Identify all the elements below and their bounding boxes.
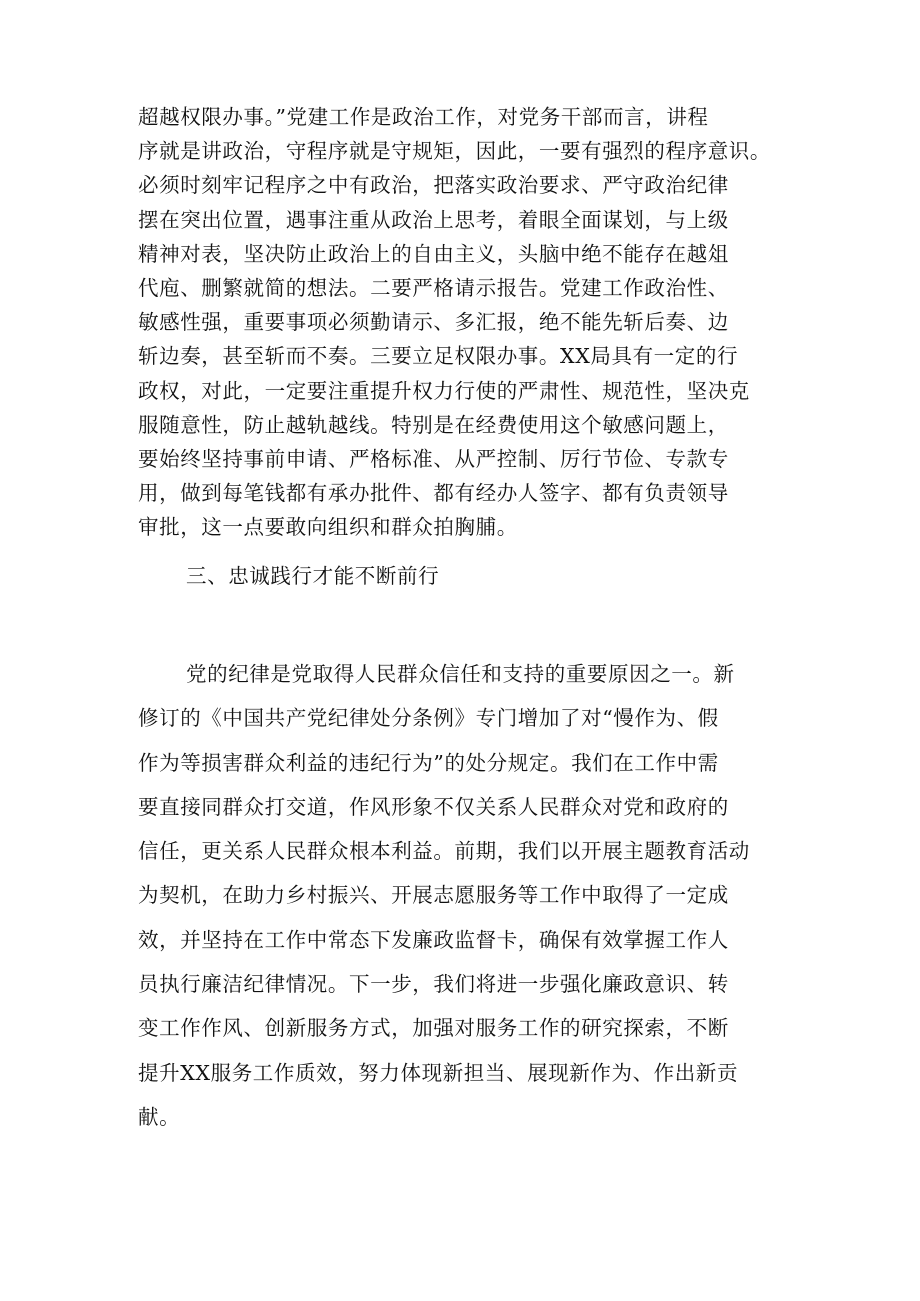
paragraph-permission-procedure	[138, 100, 771, 544]
paragraph-line: 要始终坚持事前申请、严格标准、从严控制、厉行节俭、专款专	[138, 446, 729, 471]
paragraph-line: 变工作作风、创新服务方式，加强对服务工作的研究探索，不断	[138, 1016, 729, 1041]
paragraph-line: 敏感性强，重要事项必须勤请示、多汇报，绝不能先斩后奏、边	[138, 310, 729, 335]
paragraph-line: 摆在突出位置，遇事注重从政治上思考，着眼全面谋划，与上级	[138, 207, 729, 232]
paragraph-line: 序就是讲政治，守程序就是守规矩，因此，一要有强烈的程序意识。	[138, 139, 771, 164]
paragraph-line: 要直接同群众打交道，作风形象不仅关系人民群众对党和政府的	[138, 794, 729, 819]
paragraph-line: 作为等损害群众利益的违纪行为”的处分规定。我们在工作中需	[138, 750, 719, 775]
paragraph-line: 为契机，在助力乡村振兴、开展志愿服务等工作中取得了一定成	[138, 883, 729, 908]
paragraph-line: 党的纪律是党取得人民群众信任和支持的重要原因之一。新	[186, 662, 735, 686]
paragraph-line: 超越权限办事。”党建工作是政治工作，对党务干部而言，讲程	[138, 105, 709, 129]
paragraph-line: 用，做到每笔钱都有承办批件、都有经办人签字、都有负责领导	[138, 481, 729, 506]
paragraph-line: 修订的《中国共产党纪律处分条例》专门增加了对“慢作为、假	[138, 706, 719, 731]
paragraph-line: 员执行廉洁纪律情况。下一步，我们将进一步强化廉政意识、转	[138, 972, 729, 997]
paragraph-party-discipline	[138, 652, 750, 1139]
paragraph-line: 政权，对此，一定要注重提升权力行使的严肃性、规范性，坚决克	[138, 378, 750, 403]
paragraph-line: 审批，这一点要敢向组织和群众拍胸脯。	[138, 515, 518, 540]
paragraph-line: 效，并坚持在工作中常态下发廉政监督卡，确保有效掌握工作人	[138, 927, 729, 952]
paragraph-line: 必须时刻牢记程序之中有政治，把落实政治要求、严守政治纪律	[138, 173, 729, 198]
paragraph-line: 精神对表，坚决防止政治上的自由主义，头脑中绝不能存在越俎	[138, 241, 729, 266]
paragraph-line: 提升XX服务工作质效，努力体现新担当、展现新作为、作出新贡	[138, 1060, 739, 1085]
section-heading: 三、忠诚践行才能不断前行	[186, 564, 440, 588]
paragraph-line: 代庖、删繁就简的想法。二要严格请示报告。党建工作政治性、	[138, 275, 729, 300]
paragraph-line: 信任，更关系人民群众根本利益。前期，我们以开展主题教育活动	[138, 839, 750, 864]
paragraph-line: 斩边奏，甚至斩而不奏。三要立足权限办事。XX局具有一定的行	[138, 344, 739, 369]
paragraph-line: 服随意性，防止越轨越线。特别是在经费使用这个敏感问题上，	[138, 412, 729, 437]
paragraph-line: 献。	[138, 1104, 181, 1129]
